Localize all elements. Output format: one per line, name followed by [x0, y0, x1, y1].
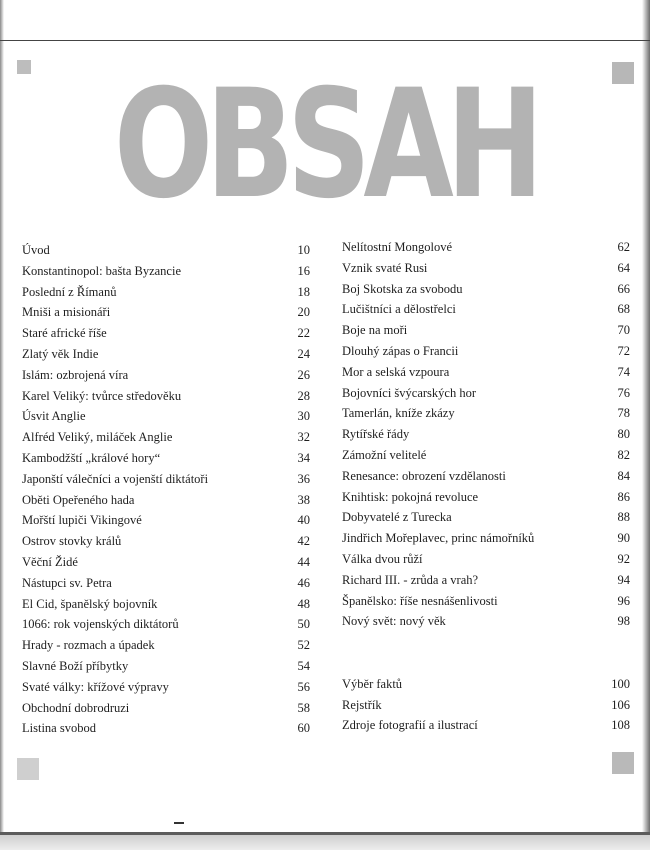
toc-entry-page: 74: [617, 364, 630, 379]
toc-entry[interactable]: [22, 240, 312, 261]
toc-entry-page: 82: [617, 447, 630, 462]
toc-entry-page: 96: [617, 593, 630, 608]
toc-entry-label: Alfréd Veliký, miláček Anglie: [22, 430, 173, 445]
corner-square-bottom-left: [17, 758, 39, 780]
toc-entry-label: Tamerlán, kníže zkázy: [342, 406, 455, 421]
toc-entry[interactable]: [342, 362, 630, 383]
toc-entry-label: Knihtisk: pokojná revoluce: [342, 489, 479, 504]
toc-entry[interactable]: [22, 323, 312, 344]
toc-entry[interactable]: [342, 528, 630, 549]
toc-entry-page: 54: [297, 658, 310, 673]
toc-entry-label: Svaté války: křížové výpravy: [22, 679, 169, 694]
toc-entry[interactable]: [22, 510, 312, 531]
toc-entry-label: Lučištníci a dělostřelci: [342, 302, 456, 317]
toc-entry[interactable]: [22, 531, 312, 552]
toc-entry-label: Oběti Opeřeného hada: [22, 492, 135, 507]
toc-entry-label: Renesance: obrození vzdělanosti: [342, 468, 506, 483]
toc-entry-label: Mořští lupiči Vikingové: [22, 513, 142, 528]
toc-entry[interactable]: [22, 261, 312, 282]
toc-entry-label: Zdroje fotografií a ilustrací: [342, 718, 478, 733]
toc-entry-label: Mniši a misionáři: [22, 305, 111, 320]
toc-entry-page: 42: [297, 534, 310, 549]
toc-entry-page: 46: [297, 575, 310, 590]
print-speck: [174, 822, 184, 824]
top-rule: [0, 40, 650, 41]
toc-entry[interactable]: [342, 570, 630, 591]
toc-entry[interactable]: [342, 487, 630, 508]
toc-entry-label: Islám: ozbrojená víra: [22, 367, 129, 382]
toc-entry-page: 56: [297, 679, 310, 694]
page-edge-shadow-right: [642, 0, 650, 850]
toc-entry[interactable]: [342, 383, 630, 404]
toc-entry-page: 44: [297, 554, 310, 569]
toc-entry[interactable]: [342, 299, 630, 320]
toc-entry-label: Obchodní dobrodruzi: [22, 700, 130, 715]
toc-entry-page: 98: [617, 614, 630, 629]
toc-entry-page: 70: [617, 323, 630, 338]
toc-entry-page: 108: [611, 718, 630, 733]
toc-entry-page: 72: [617, 343, 630, 358]
toc-entry[interactable]: [342, 466, 630, 487]
toc-entry-label: 1066: rok vojenských diktátorů: [22, 617, 179, 632]
toc-entry-page: 100: [611, 676, 630, 691]
toc-entry[interactable]: [22, 573, 312, 594]
toc-entry-page: 60: [297, 721, 310, 736]
toc-entry-page: 58: [297, 700, 310, 715]
toc-entry-page: 92: [617, 551, 630, 566]
corner-square-bottom-right: [612, 752, 634, 774]
toc-entry[interactable]: [342, 237, 630, 258]
corner-square-top-left: [17, 60, 31, 74]
toc-right-column: [342, 237, 630, 736]
toc-entry[interactable]: [22, 365, 312, 386]
toc-entry-page: 30: [297, 409, 310, 424]
toc-entry[interactable]: [342, 258, 630, 279]
toc-entry-page: 32: [297, 430, 310, 445]
toc-entry-label: Bojovníci švýcarských hor: [342, 385, 477, 400]
toc-entry[interactable]: [342, 424, 630, 445]
toc-entry-label: Zlatý věk Indie: [22, 346, 99, 361]
toc-entry-label: Válka dvou růží: [342, 551, 423, 566]
toc-entry-label: Mor a selská vzpoura: [342, 364, 450, 379]
toc-entry-label: Nástupci sv. Petra: [22, 575, 112, 590]
toc-entry-label: Jindřich Mořeplavec, princ námořníků: [342, 531, 535, 546]
toc-entry[interactable]: [342, 445, 630, 466]
toc-entry-label: Listina svobod: [22, 721, 96, 736]
toc-entry-page: 88: [617, 510, 630, 525]
toc-entry-page: 90: [617, 531, 630, 546]
toc-entry[interactable]: [22, 594, 312, 615]
toc-entry-page: 48: [297, 596, 310, 611]
toc-entry-label: Úvod: [22, 243, 50, 257]
toc-entry[interactable]: [342, 715, 630, 736]
toc-entry[interactable]: [22, 552, 312, 573]
toc-entry-label: Vznik svaté Rusi: [342, 260, 428, 275]
toc-entry-page: 64: [617, 260, 630, 275]
toc-entry-label: Japonští válečníci a vojenští diktátoři: [22, 471, 209, 486]
toc-entry[interactable]: [342, 507, 630, 528]
toc-gap: [342, 632, 630, 674]
toc-entry-page: 10: [297, 243, 310, 257]
toc-entry-label: Španělsko: říše nesnášenlivosti: [342, 593, 498, 608]
toc-entry-page: 78: [617, 406, 630, 421]
toc-entry-label: Výběr faktů: [342, 676, 403, 691]
toc-entry-page: 50: [297, 617, 310, 632]
toc-entry-page: 84: [617, 468, 630, 483]
toc-entry-label: Rejstřík: [342, 697, 382, 712]
toc-entry-page: 16: [297, 263, 310, 278]
toc-entry-page: 106: [611, 697, 630, 712]
toc-entry-label: Boj Skotska za svobodu: [342, 281, 463, 296]
toc-entry-label: Zámožní velitelé: [342, 447, 427, 462]
bottom-band: [0, 835, 650, 850]
toc-entry-page: 34: [297, 450, 310, 465]
toc-entry[interactable]: [342, 611, 630, 632]
toc-entry-page: 40: [297, 513, 310, 528]
toc-entry-label: Boje na moři: [342, 323, 408, 338]
toc-entry-page: 24: [297, 346, 310, 361]
toc-entry[interactable]: [22, 490, 312, 511]
toc-entry-page: 62: [617, 240, 630, 254]
toc-entry[interactable]: [22, 282, 312, 303]
toc-entry-page: 36: [297, 471, 310, 486]
toc-left-column: [22, 240, 312, 739]
toc-entry-page: 28: [297, 388, 310, 403]
toc-entry-label: Rytířské řády: [342, 427, 410, 442]
toc-entry[interactable]: [22, 302, 312, 323]
toc-entry-label: Věční Židé: [22, 554, 78, 569]
toc-entry-label: Slavné Boží příbytky: [22, 658, 129, 673]
toc-entry-label: Richard III. - zrůda a vrah?: [342, 572, 479, 587]
toc-entry[interactable]: [342, 695, 630, 716]
toc-entry[interactable]: [342, 549, 630, 570]
page-title: OBSAH: [113, 58, 537, 232]
toc-entry[interactable]: [342, 320, 630, 341]
toc-entry[interactable]: [342, 591, 630, 612]
toc-entry[interactable]: [22, 656, 312, 677]
toc-entry[interactable]: [22, 718, 312, 739]
toc-entry[interactable]: [342, 279, 630, 300]
toc-entry-page: 52: [297, 638, 310, 653]
toc-entry-label: Kambodžští „králové hory“: [22, 450, 161, 465]
toc-entry[interactable]: [342, 403, 630, 424]
toc-entry-page: 20: [297, 305, 310, 320]
toc-entry-label: Dobyvatelé z Turecka: [342, 510, 452, 525]
toc-entry-label: Nelítostní Mongolové: [342, 240, 453, 254]
toc-entry-label: Nový svět: nový věk: [342, 614, 446, 629]
toc-entry-label: Poslední z Římanů: [22, 284, 117, 299]
toc-entry-label: Konstantinopol: bašta Byzancie: [22, 263, 181, 278]
toc-entry[interactable]: [22, 677, 312, 698]
toc-entry-page: 80: [617, 427, 630, 442]
toc-entry[interactable]: [22, 406, 312, 427]
toc-entry-page: 22: [297, 326, 310, 341]
corner-square-top-right: [612, 62, 634, 84]
toc-entry-label: Hrady - rozmach a úpadek: [22, 638, 155, 653]
toc-entry-label: Ostrov stovky králů: [22, 534, 122, 549]
toc-entry-label: El Cid, španělský bojovník: [22, 596, 158, 611]
toc-entry[interactable]: [22, 635, 312, 656]
toc-entry-page: 94: [617, 572, 630, 587]
toc-entry[interactable]: [22, 344, 312, 365]
toc-entry[interactable]: [342, 674, 630, 695]
toc-entry[interactable]: [22, 427, 312, 448]
toc-entry-page: 76: [617, 385, 630, 400]
toc-entry-page: 86: [617, 489, 630, 504]
toc-entry-page: 66: [617, 281, 630, 296]
toc-entry-page: 68: [617, 302, 630, 317]
toc-entry-label: Karel Veliký: tvůrce středověku: [22, 388, 182, 403]
toc-entry[interactable]: [22, 448, 312, 469]
toc-entry[interactable]: [22, 698, 312, 719]
toc-entry-page: 38: [297, 492, 310, 507]
page-edge-shadow-left: [0, 0, 4, 850]
toc-entry-label: Úsvit Anglie: [22, 409, 86, 424]
toc-entry[interactable]: [22, 386, 312, 407]
toc-entry[interactable]: [22, 469, 312, 490]
toc-entry[interactable]: [342, 341, 630, 362]
toc-entry-page: 18: [297, 284, 310, 299]
toc-entry-label: Staré africké říše: [22, 326, 107, 341]
toc-entry[interactable]: [22, 614, 312, 635]
toc-entry-label: Dlouhý zápas o Francii: [342, 343, 459, 358]
toc-entry-page: 26: [297, 367, 310, 382]
